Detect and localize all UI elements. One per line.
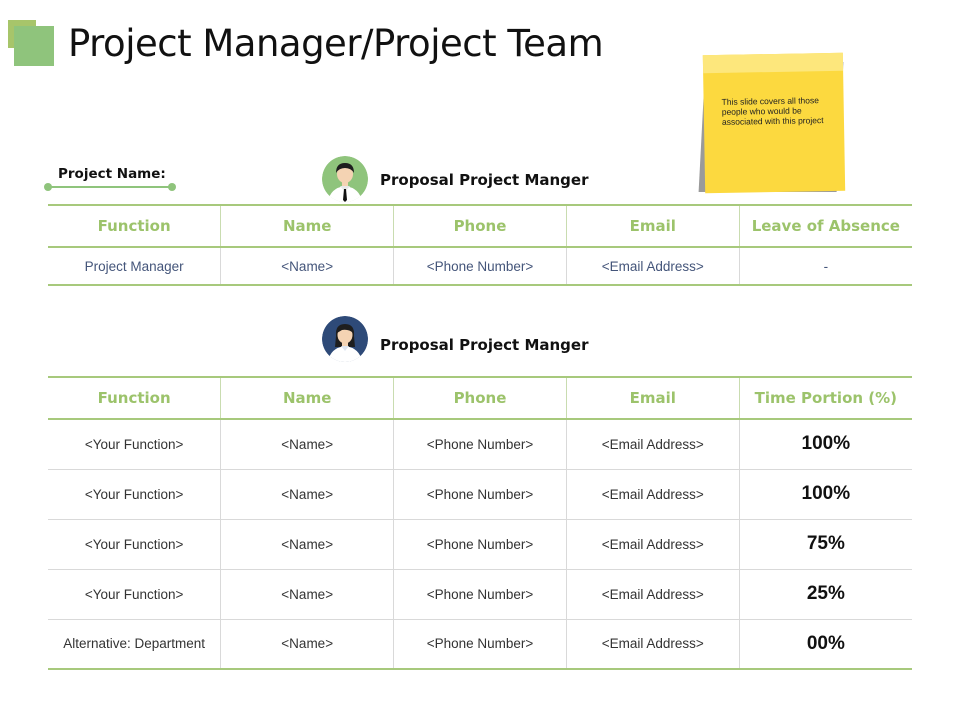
- table-row: [48, 569, 912, 619]
- female-user-icon: [322, 316, 368, 362]
- column-header: Email: [566, 377, 739, 419]
- column-header: Phone: [394, 205, 567, 247]
- table-cell: <Your Function>: [48, 469, 221, 519]
- time-portion-value: 25%: [739, 569, 912, 619]
- table-cell: <Email Address>: [566, 569, 739, 619]
- table-row: [48, 469, 912, 519]
- logo-square-front: [14, 26, 54, 66]
- project-name-underline: [48, 186, 172, 188]
- time-portion-value: 75%: [739, 519, 912, 569]
- table-row: [48, 419, 912, 469]
- time-portion-value: 100%: [739, 419, 912, 469]
- time-portion-value: 100%: [739, 469, 912, 519]
- page-title: Project Manager/Project Team: [68, 22, 604, 65]
- column-header: Name: [221, 377, 394, 419]
- table-cell: <Email Address>: [566, 419, 739, 469]
- sticky-note-text: This slide covers all those people who would be associated with this project: [721, 95, 824, 127]
- table-cell: -: [739, 247, 912, 285]
- table-cell: <Email Address>: [566, 469, 739, 519]
- section2-title: Proposal Project Manger: [380, 336, 589, 354]
- sticky-note-paper: [703, 53, 845, 193]
- table-cell: <Your Function>: [48, 419, 221, 469]
- column-header: Function: [48, 205, 221, 247]
- table-cell: Project Manager: [48, 247, 221, 285]
- underline-dot-left: [44, 183, 52, 191]
- underline-dot-right: [168, 183, 176, 191]
- table-header-row: [48, 205, 912, 247]
- project-team-table: [48, 376, 912, 670]
- section1-title: Proposal Project Manger: [380, 171, 589, 189]
- table-cell: <Phone Number>: [394, 419, 567, 469]
- time-portion-value: 00%: [739, 619, 912, 669]
- table-cell: <Name>: [221, 519, 394, 569]
- table-cell: <Name>: [221, 569, 394, 619]
- table-cell: <Phone Number>: [394, 619, 567, 669]
- table-cell: <Phone Number>: [394, 247, 567, 285]
- table-cell: <Email Address>: [566, 619, 739, 669]
- column-header: Phone: [394, 377, 567, 419]
- table-cell: <Phone Number>: [394, 469, 567, 519]
- table-cell: Alternative: Department: [48, 619, 221, 669]
- table-cell: <Email Address>: [566, 247, 739, 285]
- project-name-label: Project Name:: [58, 166, 166, 182]
- table-cell: <Email Address>: [566, 519, 739, 569]
- table-cell: <Name>: [221, 469, 394, 519]
- table-header-row: [48, 377, 912, 419]
- column-header: Leave of Absence: [739, 205, 912, 247]
- column-header: Function: [48, 377, 221, 419]
- column-header: Name: [221, 205, 394, 247]
- table-row: [48, 519, 912, 569]
- table-cell: <Phone Number>: [394, 519, 567, 569]
- sticky-note: [700, 52, 846, 194]
- sticky-note-top-band: [703, 53, 843, 73]
- table-cell: <Phone Number>: [394, 569, 567, 619]
- table-cell: <Your Function>: [48, 569, 221, 619]
- table-cell: <Name>: [221, 247, 394, 285]
- table-cell: <Your Function>: [48, 519, 221, 569]
- column-header: Time Portion (%): [739, 377, 912, 419]
- table-row: [48, 619, 912, 669]
- column-header: Email: [566, 205, 739, 247]
- project-manager-table: [48, 204, 912, 286]
- table-cell: <Name>: [221, 419, 394, 469]
- table-row: [48, 247, 912, 285]
- male-user-icon: [322, 156, 368, 202]
- table-cell: <Name>: [221, 619, 394, 669]
